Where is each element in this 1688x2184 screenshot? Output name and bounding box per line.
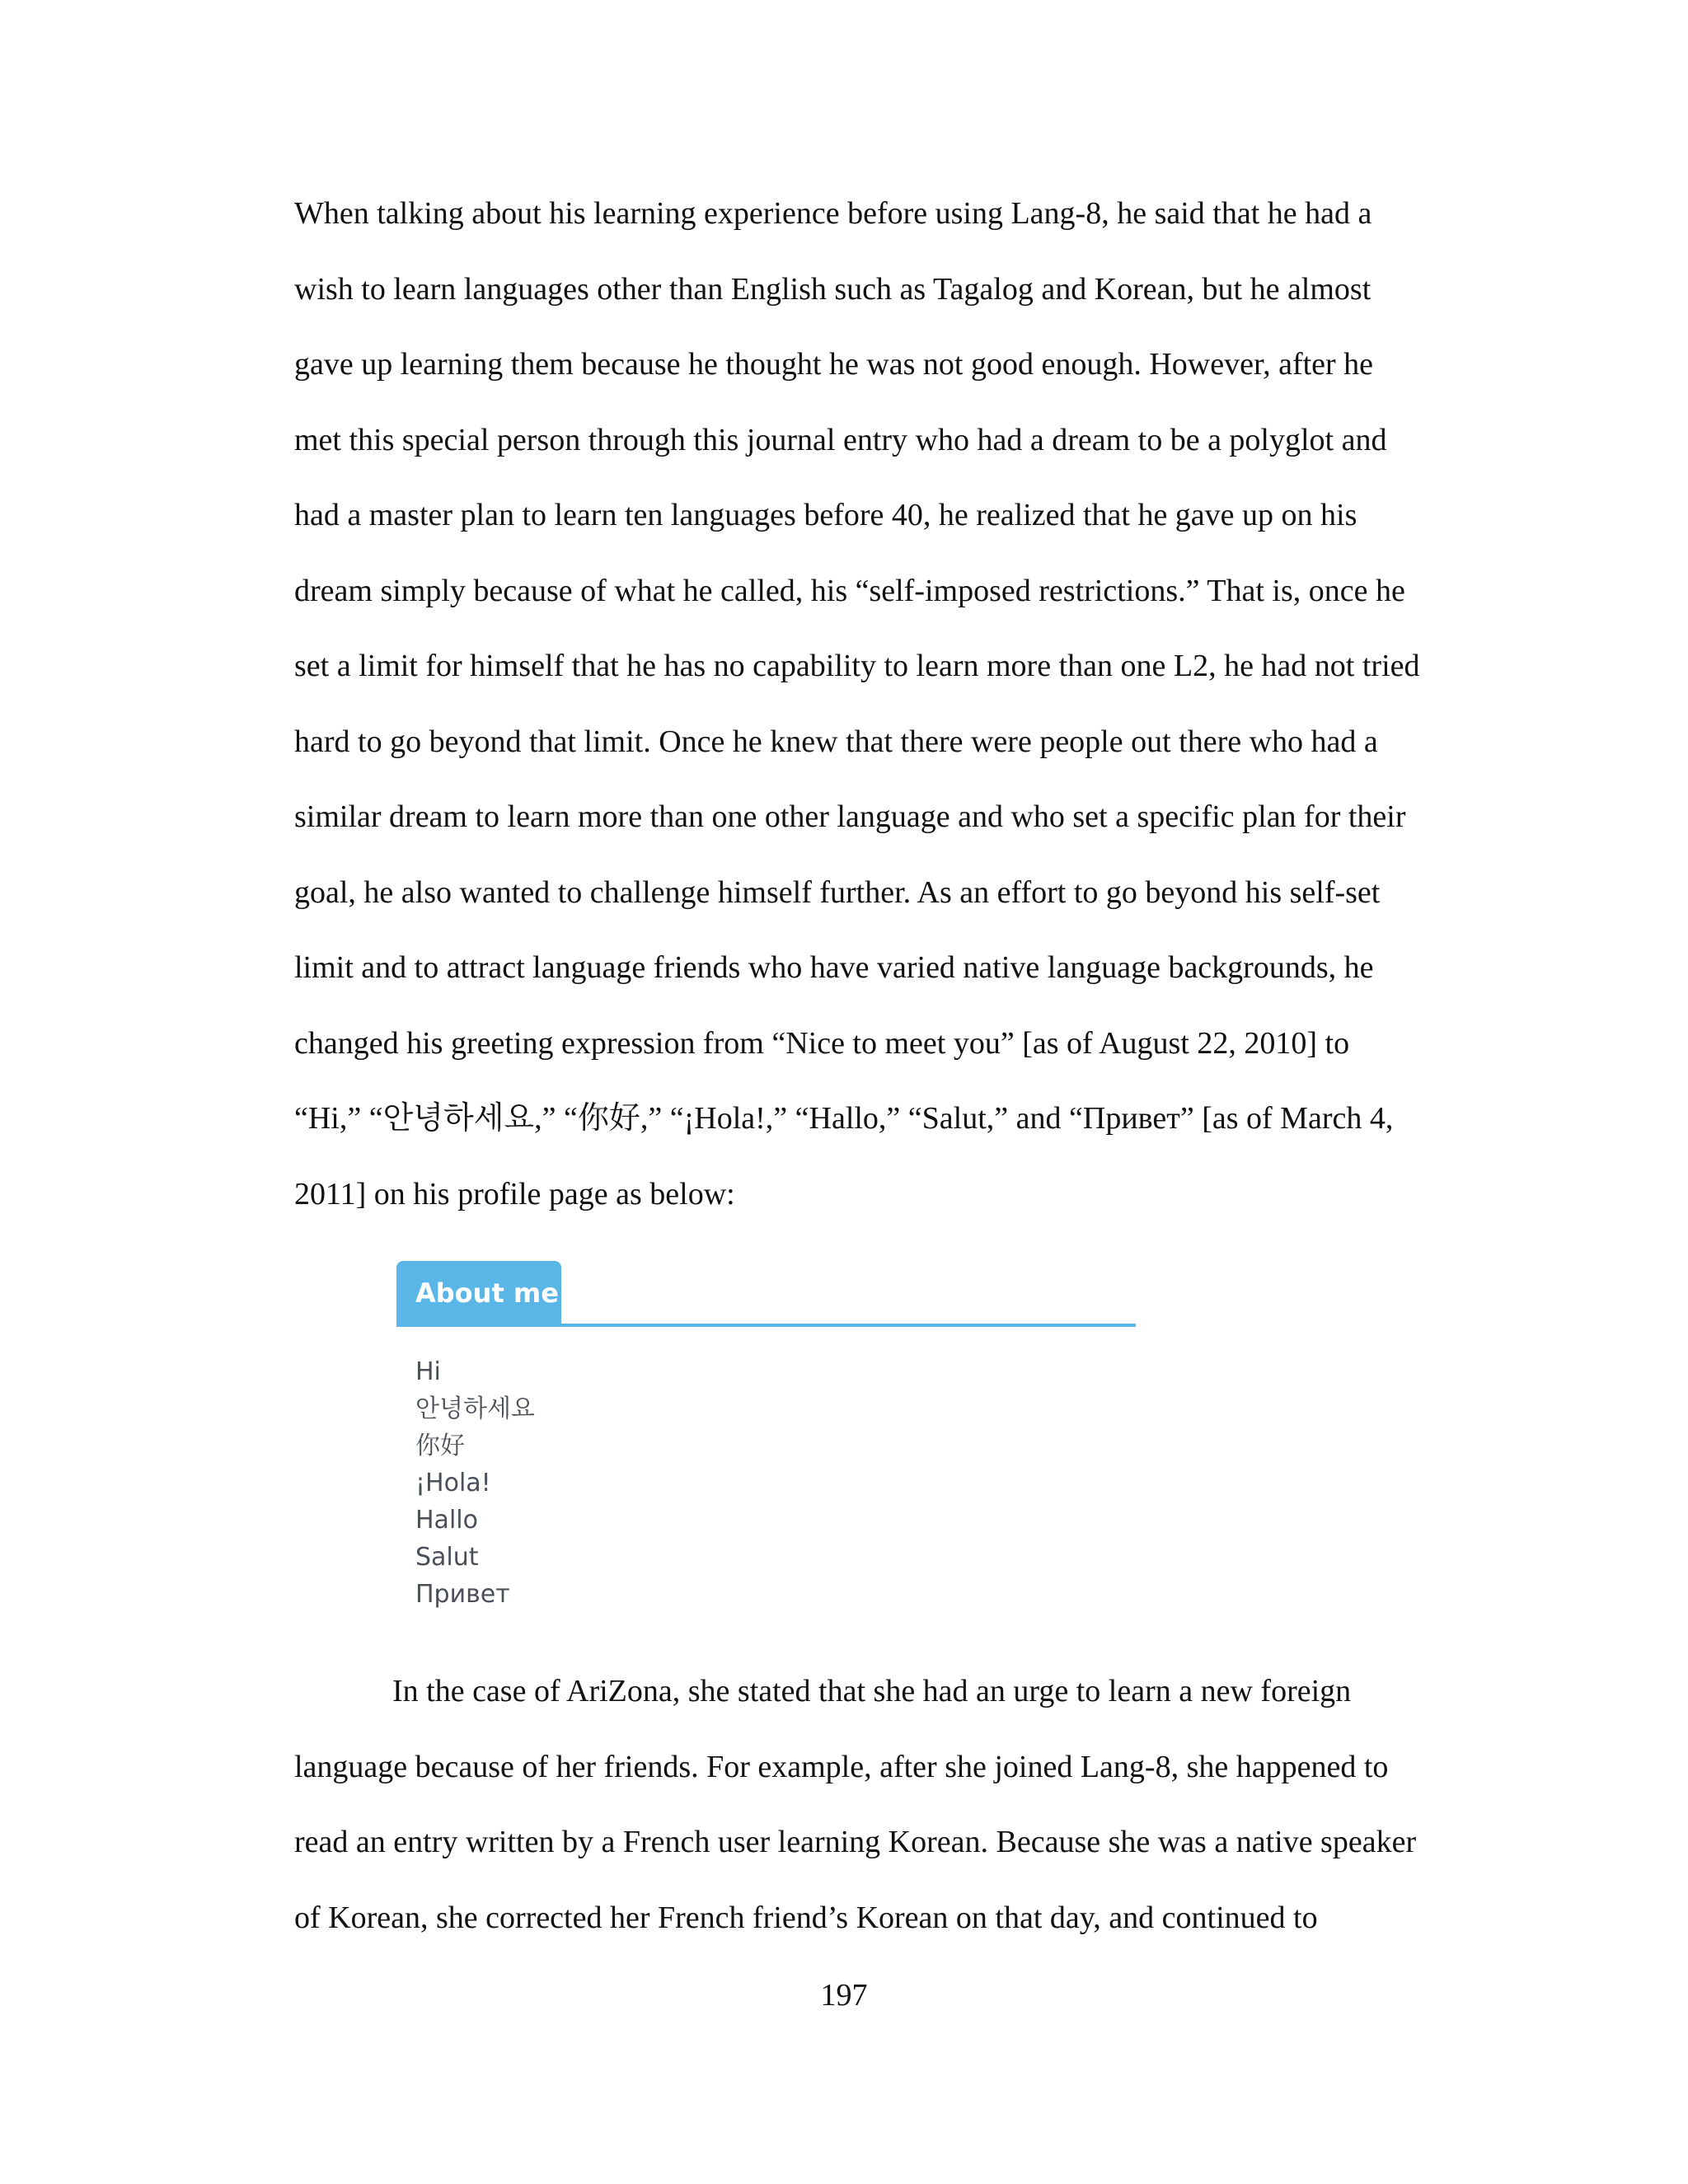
paragraph-line: goal, he also wanted to challenge himself further. As an effort to go beyond his self-set bbox=[294, 874, 1381, 910]
paragraph-line: changed his greeting expression from “Nice to meet you” [as of August 22, 2010] to bbox=[294, 1025, 1350, 1061]
paragraph-line: met this special person through this journal entry who had a dream to be a polyglot and bbox=[294, 422, 1387, 457]
paragraph-line: set a limit for himself that he has no capability to learn more than one L2, he had not tried bbox=[294, 649, 1420, 683]
paragraph-line: read an entry written by a French user learning Korean. Because she was a native speaker bbox=[294, 1825, 1417, 1859]
paragraph-line: “Hi,” “안녕하세요,” “你好,” “¡Hola!,” “Hallo,” “Salut,” and “Привет” [as of March 4, bbox=[294, 1101, 1394, 1136]
paragraph-line: language because of her friends. For example, after she joined Lang-8, she happened to bbox=[294, 1749, 1389, 1784]
paragraph-line: When talking about his learning experience before using Lang-8, he said that he had a bbox=[294, 196, 1372, 231]
greeting-item: Hallo bbox=[415, 1506, 478, 1535]
about-me-tab: About me bbox=[396, 1261, 561, 1325]
paragraph-line: limit and to attract language friends who have varied native language backgrounds, he bbox=[294, 950, 1374, 985]
paragraph-line: In the case of AriZona, she stated that she had an urge to learn a new foreign bbox=[392, 1674, 1352, 1708]
greeting-item: 안녕하세요 bbox=[415, 1394, 535, 1423]
paragraph-2 bbox=[294, 1654, 1473, 1956]
paragraph-line: had a master plan to learn ten languages before 40, he realized that he gave up on his bbox=[294, 498, 1357, 532]
greeting-list bbox=[415, 1353, 535, 1613]
paragraph-line: dream simply because of what he called, his “self-imposed restrictions.” That is, once he bbox=[294, 573, 1405, 608]
greeting-item: 你好 bbox=[415, 1432, 465, 1460]
greeting-item: Hi bbox=[415, 1357, 441, 1386]
paragraph-line: 2011] on his profile page as below: bbox=[294, 1176, 735, 1212]
about-me-divider bbox=[396, 1324, 1136, 1327]
greeting-item: Salut bbox=[415, 1543, 479, 1572]
paragraph-line: wish to learn languages other than English such as Tagalog and Korean, but he almost bbox=[294, 271, 1372, 307]
paragraph-1 bbox=[294, 176, 1473, 1232]
paragraph-line: hard to go beyond that limit. Once he knew that there were people out there who had a bbox=[294, 724, 1378, 759]
paragraph-line: similar dream to learn more than one other language and who set a specific plan for their bbox=[294, 799, 1406, 834]
about-me-screenshot bbox=[394, 1261, 1136, 1615]
greeting-item: ¡Hola! bbox=[415, 1469, 491, 1497]
paragraph-line: gave up learning them because he thought he was not good enough. However, after he bbox=[294, 347, 1374, 382]
greeting-item: Привет bbox=[415, 1580, 510, 1609]
paragraph-line: of Korean, she corrected her French friend’s Korean on that day, and continued to bbox=[294, 1900, 1318, 1935]
page-number: 197 bbox=[820, 1978, 868, 2013]
